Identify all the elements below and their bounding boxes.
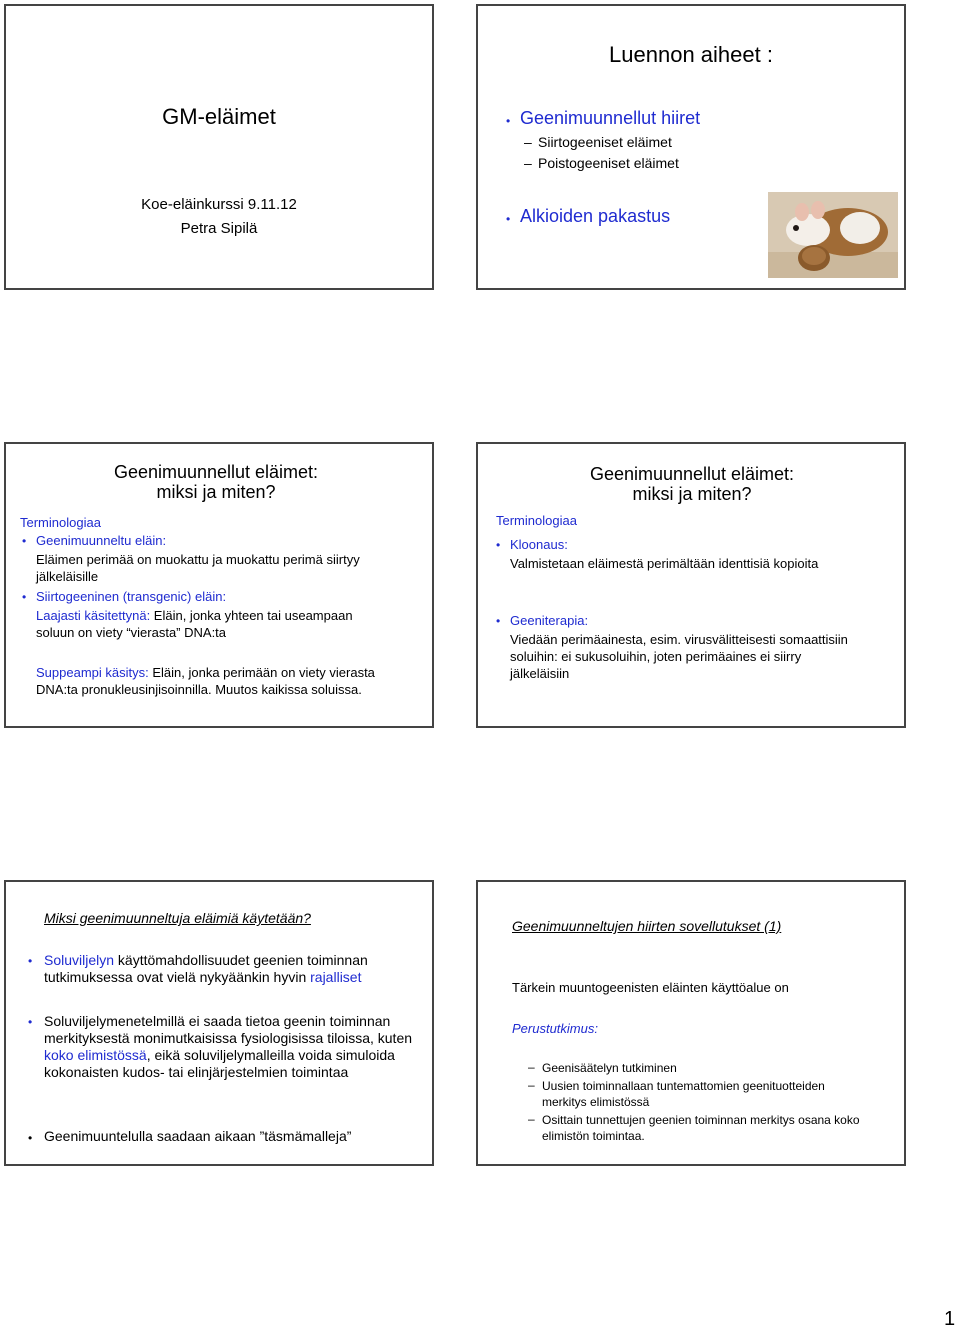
item-dash-1: – [528, 1060, 535, 1074]
mouse-photo-icon [768, 192, 898, 278]
narrow-label: Suppeampi käsitys: [36, 665, 149, 680]
cell-culture-term: Soluviljelyn [44, 952, 115, 968]
item-dash-3: – [528, 1112, 535, 1126]
limited-term: rajalliset [310, 969, 362, 985]
topic-gm-mice: Geenimuunnellut hiiret [520, 108, 701, 128]
slide-3-title-line-2: miksi ja miten? [156, 482, 276, 502]
bullet-icon: • [28, 954, 33, 968]
bullet-icon: • [496, 538, 501, 552]
term-cloning: Kloonaus: [510, 537, 568, 552]
term-gm-animal-definition: Eläimen perimää on muokattu ja muokattu perimä siirtyy jälkeläisille [36, 552, 360, 584]
research-item-unknown-genes: Uusien toiminnallaan tuntemattomien geenituotteiden merkitys elimistössä [542, 1079, 825, 1109]
slide-1 [4, 4, 434, 290]
term-cloning-definition: Valmistetaan eläimestä perimältään identtisiä kopioita [510, 556, 819, 571]
term-transgenic-narrow-definition [36, 664, 396, 698]
subtopic-transgenic: Siirtogeeniset eläimet [538, 134, 672, 150]
research-item-partially-known-genes: Osittain tunnettujen geenien toiminnan merkitys osana koko elimistön toimintaa. [542, 1113, 860, 1143]
subtopic-dash-1: – [524, 134, 532, 150]
slide-1-title: GM-eläimet [162, 104, 276, 129]
bullet-icon: • [28, 1015, 33, 1029]
reason-cell-culture-limited [44, 952, 414, 986]
terminology-heading: Terminologiaa [20, 515, 101, 530]
slide-5-title: Miksi geenimuunneltuja eläimiä käytetään? [44, 910, 311, 926]
term-gene-therapy-definition: Viedään perimäainesta, esim. virusvälitteisesti somaattisiin soluihin: ei sukusoluihin, joten perimäaines ei siirry jälkeläisiin [510, 632, 848, 681]
bullet-icon: • [506, 114, 511, 128]
subtopic-dash-2: – [524, 155, 532, 171]
terminology-heading: Terminologiaa [496, 513, 577, 528]
subtopic-knockout: Poistogeeniset eläimet [538, 155, 679, 171]
term-gene-therapy: Geeniterapia: [510, 613, 589, 628]
reason-whole-organism [44, 1013, 414, 1081]
broad-text: Eläin, jonka yhteen tai useampaan soluun on viety “vierasta” DNA:ta [36, 608, 353, 640]
bullet-icon: • [28, 1131, 33, 1145]
bullet-icon: • [496, 614, 501, 628]
term-gm-animal: Geenimuunneltu eläin: [36, 533, 167, 548]
slide-2 [476, 4, 906, 290]
slide-4-title-line-2: miksi ja miten? [632, 484, 752, 504]
page-number: 1 [944, 1308, 956, 1330]
course-name: Koe-eläinkurssi 9.11.12 [141, 196, 297, 213]
whole-organism-term: koko elimistössä [44, 1047, 147, 1063]
bullet-icon: • [22, 590, 27, 604]
reason-1-text: käyttömahdollisuudet geenien toiminnan tutkimuksessa ovat vielä nykyäänkin hyvin [44, 952, 368, 985]
slide-6 [476, 880, 906, 1166]
author-name: Petra Sipilä [180, 220, 258, 237]
slide-4 [476, 442, 906, 728]
slide-2-title: Luennon aiheet : [609, 42, 773, 67]
item-dash-2: – [528, 1078, 535, 1092]
slide-4-title-line-1: Geenimuunnellut eläimet: [589, 464, 795, 484]
research-item-gene-regulation: Geenisäätelyn tutkiminen [542, 1061, 677, 1075]
term-transgenic-broad-definition [36, 607, 366, 641]
reason-2-text-b: , eikä soluviljelymalleilla voida simuloida kokonaisten kudos- tai elinjärjestelmien toimintaa [44, 1047, 395, 1080]
slide-3-title-line-1: Geenimuunnellut eläimet: [113, 462, 319, 482]
broad-label: Laajasti käsitettynä: [36, 608, 151, 623]
bullet-icon: • [506, 212, 511, 226]
topic-embryo-freezing: Alkioiden pakastus [520, 206, 671, 226]
main-use-lead: Tärkein muuntogeenisten eläinten käyttöalue on [512, 980, 789, 995]
reason-2-text-a: Soluviljelymenetelmillä ei saada tietoa geenin toiminnan merkityksestä monimutkaisissa fysiologisissa tiloissa, kuten [44, 1013, 413, 1046]
slide-3 [4, 442, 434, 728]
reason-precision-models: Geenimuuntelulla saadaan aikaan ”täsmämalleja” [44, 1128, 352, 1144]
slide-6-title: Geenimuunneltujen hiirten sovellutukset (1) [512, 918, 782, 934]
term-transgenic-animal: Siirtogeeninen (transgenic) eläin: [36, 589, 227, 604]
slide-5 [4, 880, 434, 1166]
bullet-icon: • [22, 534, 27, 548]
basic-research-heading: Perustutkimus: [512, 1021, 598, 1036]
narrow-text: Eläin, jonka perimään on viety vierasta DNA:ta pronukleusinjisoinnilla. Muutos kaikissa soluissa. [36, 665, 375, 697]
